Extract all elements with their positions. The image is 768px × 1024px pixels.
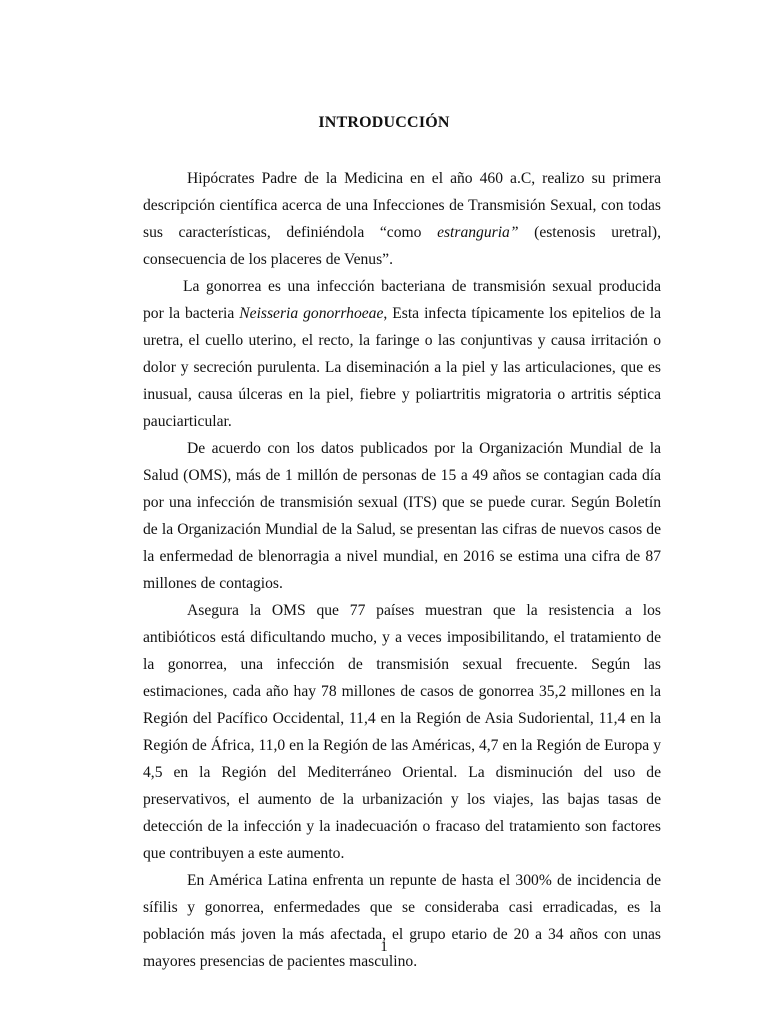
paragraph-oms-data: De acuerdo con los datos publicados por la Organización Mundial de la Salud (OMS), más de 1 millón de personas de 15 a 49 años se contagian cada día por una infección de transmisión sexual (ITS) que se puede curar. Según Boletín de la Organización Mundial de la Salud, se presentan las cifras de nuevos casos de la enfermedad de blenorragia a nivel mundial, en 2016 se estima una cifra de 87 millones de contagios. bbox=[143, 440, 661, 592]
page-title: INTRODUCCIÓN bbox=[318, 114, 450, 131]
paragraph-text: (estenosis uretral), consecuencia de los placeres de Venus”. bbox=[143, 224, 662, 268]
paragraph-antibiotic-resistance: Asegura la OMS que 77 países muestran que la resistencia a los antibióticos está dificultando mucho, y a veces imposibilitando, el tratamiento de la gonorrea, una infección de transmisión sexual frecuente. Según las estimaciones, cada año hay 78 millones de casos de gonorrea 35,2 millones en la Región del Pacífico Occidental, 11,4 en la Región de Asia Sudoriental, 11,4 en la Región de África, 11,0 en la Región de las Américas, 4,7 en la Región de Europa y 4,5 en la Región del Mediterráneo Oriental. La disminución del uso de preservativos, el aumento de la urbanización y los viajes, las bajas tasas de detección de la infección y la inadecuación o fracaso del tratamiento son factores que contribuyen a este aumento. bbox=[143, 602, 661, 862]
page-number: 1 bbox=[380, 939, 388, 955]
document-body bbox=[143, 165, 661, 975]
paragraph-text: Hipócrates Padre de la Medicina en el año 460 a.C, realizo su primera descripción científica acerca de una Infecciones de Transmisión Sexual, con todas sus características, definiéndola “como bbox=[143, 170, 661, 241]
italic-species-name: Neisseria gonorrhoeae bbox=[239, 305, 384, 322]
italic-term: estranguria” bbox=[437, 224, 519, 241]
paragraph-text: , Esta infecta típicamente los epitelios de la uretra, el cuello uterino, el recto, la faringe o las conjuntivas y causa irritación o dolor y secreción purulenta. La diseminación a la piel y las articulaciones, que es inusual, causa úlceras en la piel, fiebre y poliartritis migratoria o artritis séptica pauciarticular. bbox=[143, 305, 661, 430]
paragraph-latin-america: En América Latina enfrenta un repunte de hasta el 300% de incidencia de sífilis y gonorrea, enfermedades que se consideraba casi erradicadas, es la población más joven la más afectada, el grupo etario de 20 a 34 años con unas mayores presencias de pacientes masculino. bbox=[143, 872, 661, 970]
paragraph-hippocrates bbox=[143, 165, 661, 273]
paragraph-gonorrea-definition bbox=[143, 273, 661, 435]
paragraph-text: La gonorrea es una infección bacteriana de transmisión sexual producida por la bacteria bbox=[143, 278, 661, 322]
